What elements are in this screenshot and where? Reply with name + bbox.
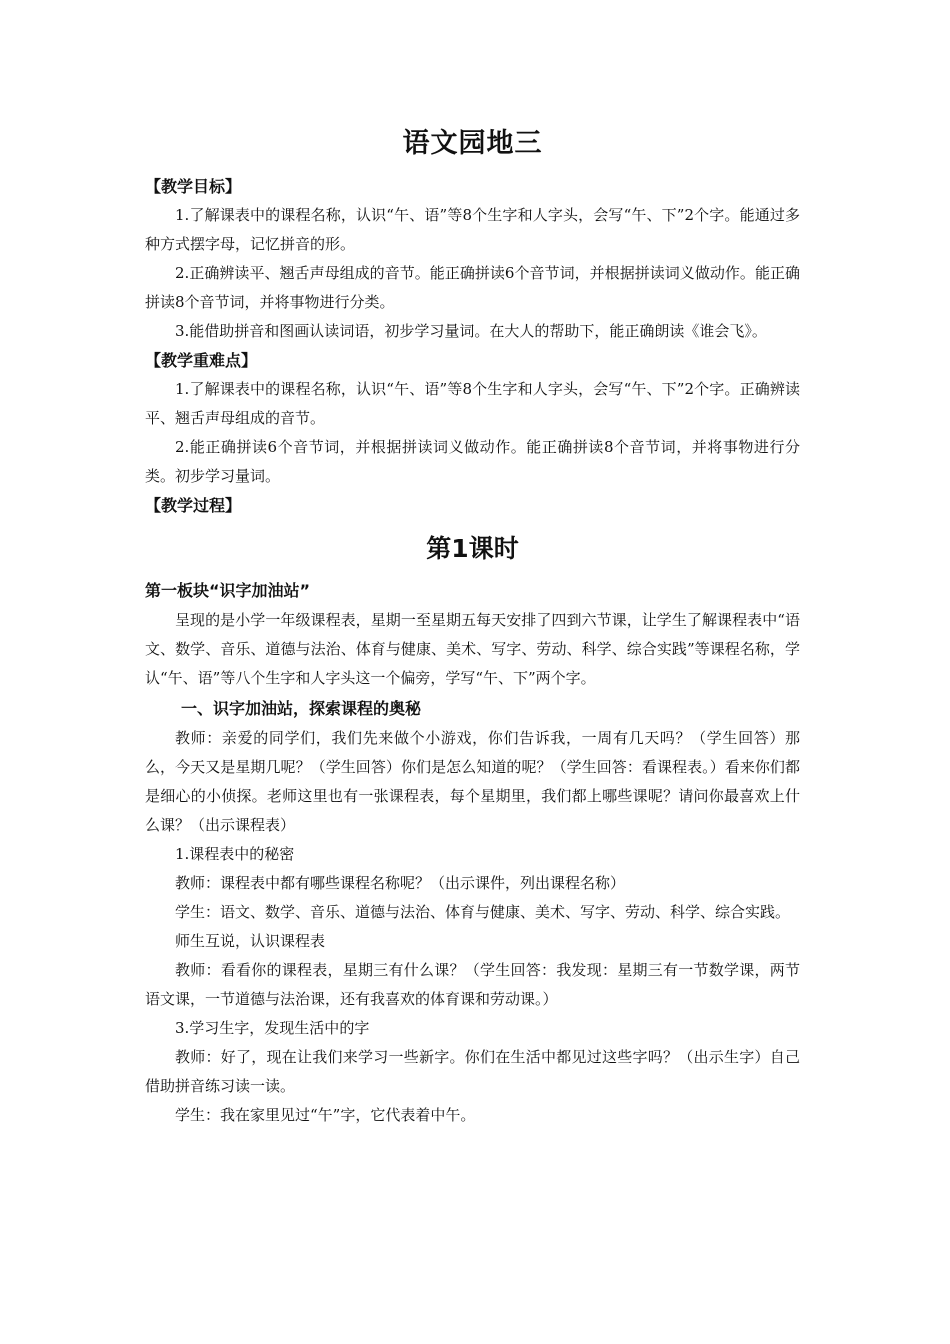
key-points-heading: 【教学重难点】	[145, 351, 258, 370]
goal-item: 3.能借助拼音和图画认读词语，初步学习量词。在大人的帮助下，能正确朗读《谁会飞》。	[175, 322, 767, 340]
body-paragraph: 教师：好了，现在让我们来学习一些新字。你们在生活中都见过这些字吗？（出示生字）自己借助拼音练习读一读。	[145, 1048, 800, 1095]
goals-heading: 【教学目标】	[145, 177, 242, 196]
goal-item: 1.了解课表中的课程名称，认识“午、语”等8个生字和人字头，会写“午、下”2个字。能通过多种方式摆字母，记忆拼音的形。	[145, 206, 800, 253]
section-title: 一、识字加油站，探索课程的奥秘	[181, 699, 422, 718]
body-paragraph: 师生互说，认识课程表	[175, 932, 326, 950]
body-paragraph: 教师：看看你的课程表，星期三有什么课？（学生回答：我发现：星期三有一节数学课，两节语文课，一节道德与法治课，还有我喜欢的体育课和劳动课。）	[145, 961, 800, 1008]
body-paragraph: 学生：语文、数学、音乐、道德与法治、体育与健康、美术、写字、劳动、科学、综合实践。	[175, 903, 791, 921]
lesson-title: 第1课时	[426, 534, 519, 563]
body-paragraph: 教师：亲爱的同学们，我们先来做个小游戏，你们告诉我，一周有几天吗？（学生回答）那么，今天又是星期几呢？（学生回答）你们是怎么知道的呢？（学生回答：看课程表。）看来你们都是细心的小侦探。老师这里也有一张课程表，每个星期里，我们都上哪些课呢？请问你最喜欢上什么课？（出示课程表）	[145, 729, 800, 834]
document-title: 语文园地三	[402, 128, 543, 159]
body-paragraph: 教师：课程表中都有哪些课程名称呢？（出示课件，列出课程名称）	[175, 874, 626, 892]
process-heading: 【教学过程】	[145, 496, 242, 515]
document-page	[145, 118, 800, 1130]
goal-item: 2.正确辨读平、翘舌声母组成的音节。能正确拼读6个音节词，并根据拼读词义做动作。能正确拼读8个音节词，并将事物进行分类。	[145, 264, 800, 311]
key-point-item: 2.能正确拼读6个音节词，并根据拼读词义做动作。能正确拼读8个音节词，并将事物进行分类。初步学习量词。	[145, 438, 800, 485]
body-paragraph: 3.学习生字，发现生活中的字	[175, 1019, 370, 1037]
body-paragraph: 学生：我在家里见过“午”字，它代表着中午。	[175, 1106, 476, 1124]
block-title: 第一板块“识字加油站”	[145, 581, 311, 600]
key-point-item: 1.了解课表中的课程名称，认识“午、语”等8个生字和人字头，会写“午、下”2个字。正确辨读平、翘舌声母组成的音节。	[145, 380, 800, 427]
body-paragraph: 1.课程表中的秘密	[175, 845, 295, 863]
block-intro: 呈现的是小学一年级课程表，星期一至星期五每天安排了四到六节课，让学生了解课程表中“语文、数学、音乐、道德与法治、体育与健康、美术、写字、劳动、科学、综合实践”等课程名称，学认“午、语”等八个生字和人字头这一个偏旁，学写“午、下”两个字。	[145, 611, 800, 687]
